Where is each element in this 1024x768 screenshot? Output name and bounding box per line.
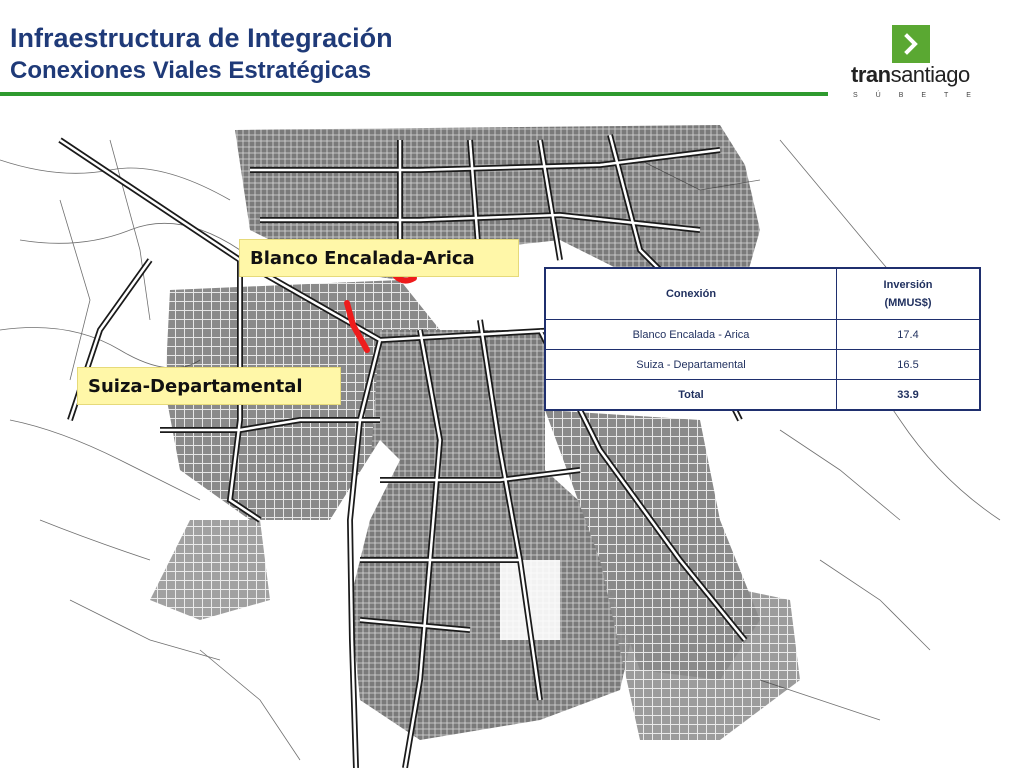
city-road-map bbox=[0, 118, 1024, 768]
table-row bbox=[545, 320, 980, 350]
header-divider bbox=[0, 92, 828, 96]
header-conexion: Conexión bbox=[545, 268, 837, 320]
logo-word-light: santiago bbox=[890, 62, 970, 87]
callout-blanco-encalada-arica: Blanco Encalada-Arica bbox=[239, 239, 519, 277]
cell-conexion: Suiza - Departamental bbox=[545, 350, 837, 380]
logo-tag-letter: T bbox=[944, 92, 949, 99]
page-subtitle: Conexiones Viales Estratégicas bbox=[10, 57, 372, 84]
callout-suiza-departamental: Suiza-Departamental bbox=[77, 367, 341, 405]
logo-tag-letter: E bbox=[921, 92, 927, 99]
logo-tagline bbox=[853, 91, 971, 100]
header-inversion-line2: (MMUS$) bbox=[884, 297, 932, 309]
logo-tag-letter: S bbox=[853, 92, 858, 99]
investment-table bbox=[544, 267, 981, 411]
table-row bbox=[545, 350, 980, 380]
cell-total-value: 33.9 bbox=[837, 380, 981, 411]
logo-tag-letter: Ú bbox=[875, 92, 881, 99]
table-total-row bbox=[545, 380, 980, 411]
logo-wordmark bbox=[851, 62, 970, 88]
logo-tag-letter: E bbox=[966, 92, 971, 99]
cell-total-label: Total bbox=[545, 380, 837, 411]
cell-inversion: 16.5 bbox=[837, 350, 981, 380]
header-inversion bbox=[837, 268, 981, 320]
logo-badge bbox=[892, 25, 930, 63]
logo-tag-letter: B bbox=[898, 92, 904, 99]
cell-conexion: Blanco Encalada - Arica bbox=[545, 320, 837, 350]
logo-word-bold: tran bbox=[851, 62, 891, 87]
table-header-row bbox=[545, 268, 980, 320]
header-inversion-line1: Inversión bbox=[883, 279, 933, 291]
page-title: Infraestructura de Integración bbox=[10, 23, 393, 53]
cell-inversion: 17.4 bbox=[837, 320, 981, 350]
chevron-right-icon bbox=[892, 25, 930, 63]
